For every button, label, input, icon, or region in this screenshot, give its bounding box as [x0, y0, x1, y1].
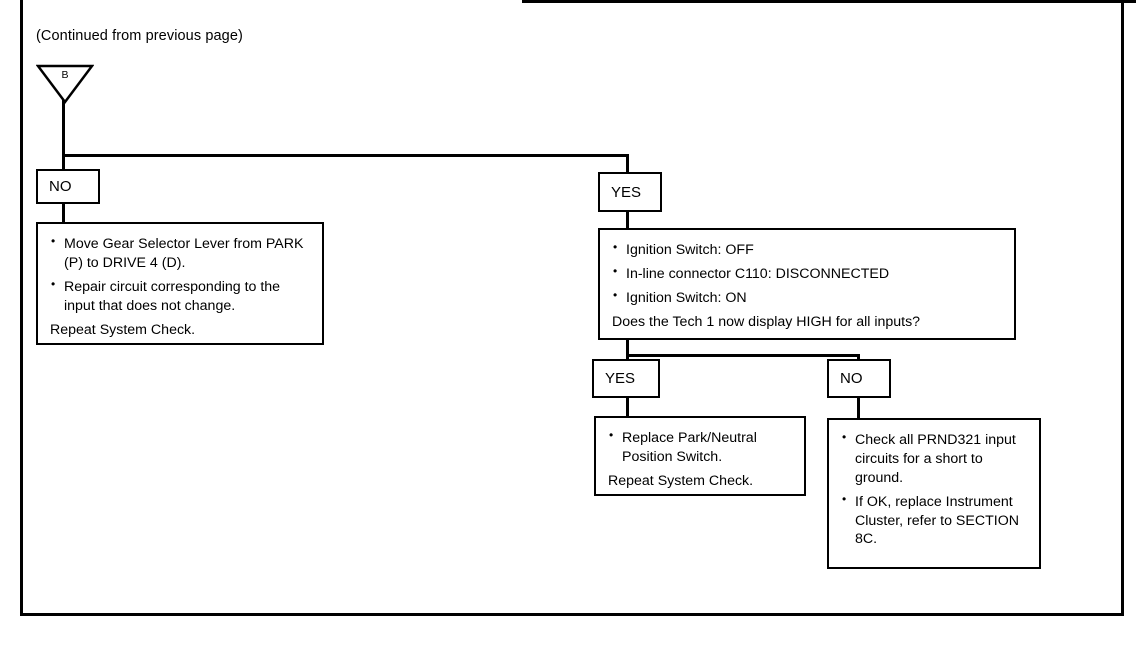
line-yes2-to-content — [626, 398, 629, 418]
line-connector-to-bus — [62, 100, 65, 156]
list-item: • Check all PRND321 input circuits for a short to ground. — [841, 431, 1027, 488]
box-no-branch-tail: Repeat System Check. — [50, 321, 196, 338]
node-no-1[interactable] — [36, 169, 100, 204]
line-bus-to-no — [62, 154, 65, 170]
page-border-right — [1121, 0, 1124, 616]
node-no-2[interactable] — [827, 359, 891, 398]
connector-b-label: B — [61, 69, 69, 81]
box-no-branch-bullet-list — [50, 235, 310, 316]
box-yes-result-bullet-list — [608, 429, 792, 467]
box-no-result — [827, 418, 1041, 569]
line-bus-horizontal — [62, 154, 629, 157]
page-border-left — [20, 0, 23, 616]
box-yes-branch-actions — [598, 228, 1016, 340]
line-no-to-content — [62, 204, 65, 224]
node-yes-2-label: YES — [605, 370, 636, 387]
box-yes-branch-bullet-list — [612, 241, 1002, 308]
box-yes-result-tail: Repeat System Check. — [608, 472, 754, 489]
node-no-1-label: NO — [49, 178, 72, 195]
list-item: • Repair circuit corresponding to the input that does not change. — [50, 278, 310, 316]
line-bus-to-yes — [626, 154, 629, 172]
box-yes-branch-question: Does the Tech 1 now display HIGH for all inputs? — [612, 313, 921, 330]
list-item: • Move Gear Selector Lever from PARK (P) to DRIVE 4 (D). — [50, 235, 310, 273]
box-no-branch-actions — [36, 222, 324, 345]
list-item: • In-line connector C110: DISCONNECTED — [612, 265, 1002, 284]
node-yes-1-label: YES — [611, 183, 642, 201]
node-yes-1[interactable] — [598, 172, 662, 212]
list-item: • If OK, replace Instrument Cluster, refer to SECTION 8C. — [841, 493, 1027, 550]
node-no-2-label: NO — [840, 370, 863, 387]
box-no-result-bullet-list — [841, 431, 1027, 549]
line-split-bus — [626, 354, 860, 357]
list-item: • Ignition Switch: OFF — [612, 241, 1002, 260]
continued-from-previous-page-note: (Continued from previous page) — [36, 28, 243, 44]
page-border-bottom — [20, 613, 1124, 616]
node-yes-2[interactable] — [592, 359, 660, 398]
box-yes-result — [594, 416, 806, 496]
connector-b — [36, 64, 94, 104]
page-border-top — [522, 0, 1136, 3]
list-item: • Replace Park/Neutral Position Switch. — [608, 429, 792, 467]
list-item: • Ignition Switch: ON — [612, 289, 1002, 308]
line-no2-to-content — [857, 398, 860, 420]
